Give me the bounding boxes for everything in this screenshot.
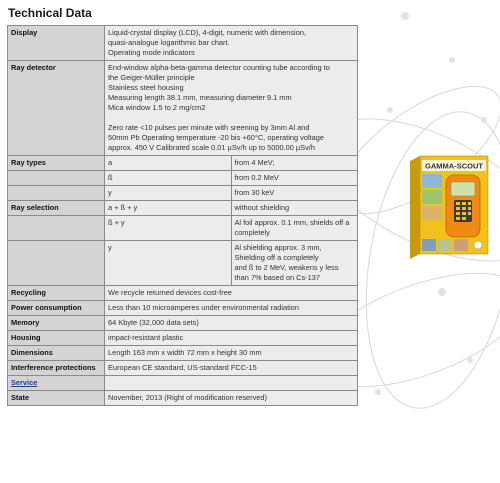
row-label-state: State (8, 391, 105, 406)
row-label-service (8, 376, 105, 391)
product-box-image (404, 155, 490, 260)
row-value-interference: European CE standard, US-standard FCC-15 (105, 361, 358, 376)
row-value-ray-detector: End-window alpha-beta-gamma detector counting tube according to the Geiger-Müller principle Stainless steel housing Measuring length 38.1 mm, measuring diameter 9.1 mm Mica window 1.5 to 2 mg/cm2 Zero rate <10 pulses per minute with sreening by 3mm Al and 50mm Pb Operating temperature -20 bis +60°C, operating voltage approx. 450 V Calibrated scale 0.01 µSv/h up to 5000.00 µSv/h (105, 61, 358, 156)
empty-label-cell (8, 241, 105, 286)
row-label-power: Power consumption (8, 301, 105, 316)
table-row (8, 61, 358, 156)
ray-type-value: from 4 MeV; (231, 156, 358, 171)
table-row (8, 156, 358, 171)
row-label-ray-detector: Ray detector (8, 61, 105, 156)
table-row (8, 241, 358, 286)
table-row (8, 171, 358, 186)
row-label-recycling: Recycling (8, 286, 105, 301)
ray-type-symbol: a (105, 156, 232, 171)
row-label-ray-selection: Ray selection (8, 201, 105, 216)
row-value-service (105, 376, 358, 391)
table-row (8, 376, 358, 391)
ray-selection-symbol: ß + y (105, 216, 232, 241)
table-row (8, 301, 358, 316)
ray-selection-value: without shielding (231, 201, 358, 216)
svg-text:GAMMA-SCOUT: GAMMA-SCOUT (425, 161, 483, 171)
ray-type-symbol: ß (105, 171, 232, 186)
table-row (8, 201, 358, 216)
row-value-state: November, 2013 (Right of modification reserved) (105, 391, 358, 406)
ray-type-value: from 0.2 MeV (231, 171, 358, 186)
table-row (8, 316, 358, 331)
table-row (8, 391, 358, 406)
table-row (8, 216, 358, 241)
table-row (8, 331, 358, 346)
technical-data-table (7, 25, 358, 406)
table-row (8, 286, 358, 301)
empty-label-cell (8, 186, 105, 201)
row-value-display: Liquid-crystal display (LCD), 4-digit, numeric with dimension, quasi-analogue logarithmic bar chart. Operating mode indicators (105, 26, 358, 61)
row-value-recycling: We recycle returned devices cost-free (105, 286, 358, 301)
empty-label-cell (8, 216, 105, 241)
row-value-memory: 64 Kbyte (32,000 data sets) (105, 316, 358, 331)
row-label-dimensions: Dimensions (8, 346, 105, 361)
ray-selection-symbol: a + ß + y (105, 201, 232, 216)
empty-label-cell (8, 171, 105, 186)
table-row (8, 186, 358, 201)
table-row (8, 361, 358, 376)
row-value-power: Less than 10 microamperes under environmental radiation (105, 301, 358, 316)
row-label-housing: Housing (8, 331, 105, 346)
page-title: Technical Data (8, 6, 92, 20)
ray-type-symbol: y (105, 186, 232, 201)
row-value-dimensions: Length 163 mm x width 72 mm x height 30 mm (105, 346, 358, 361)
ray-type-value: from 30 keV (231, 186, 358, 201)
ray-selection-value: Al shielding approx. 3 mm, Shielding off a completely and ß to 2 MeV, weakens y less than 7% based on Cs-137 (231, 241, 358, 286)
ray-selection-symbol: y (105, 241, 232, 286)
table-row (8, 346, 358, 361)
table-row (8, 26, 358, 61)
row-value-housing: impact-resistant plastic (105, 331, 358, 346)
service-link[interactable]: Service (11, 378, 38, 387)
row-label-memory: Memory (8, 316, 105, 331)
row-label-interference: Interference protections (8, 361, 105, 376)
ray-selection-value: Al foil approx. 0.1 mm, shields off a completely (231, 216, 358, 241)
row-label-display: Display (8, 26, 105, 61)
row-label-ray-types: Ray types (8, 156, 105, 171)
